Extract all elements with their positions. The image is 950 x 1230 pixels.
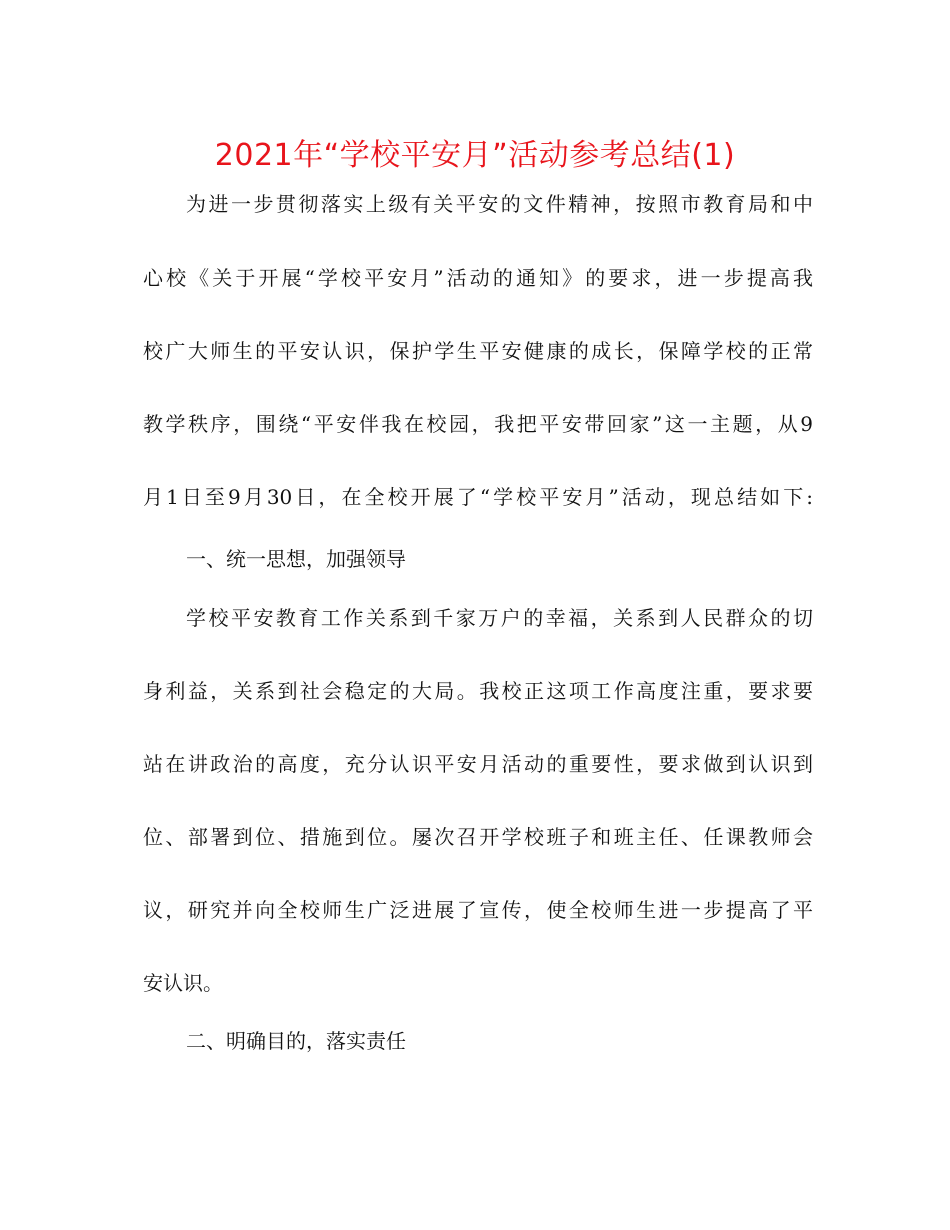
paragraph-line: 身利益，关系到社会稳定的大局。我校正这项工作高度注重，要求要 (143, 679, 813, 703)
paragraph-line: 学校平安教育工作关系到千家万户的幸福，关系到人民群众的切 (186, 606, 813, 630)
section-heading: 一、统一思想，加强领导 (186, 547, 406, 571)
paragraph-line: 位、部署到位、措施到位。屡次召开学校班子和班主任、任课教师会 (143, 825, 813, 849)
paragraph-line: 心校《关于开展“学校平安月”活动的通知》的要求，进一步提高我 (143, 266, 813, 290)
section-heading: 二、明确目的，落实责任 (186, 1029, 406, 1053)
paragraph-line: 站在讲政治的高度，充分认识平安月活动的重要性，要求做到认识到 (143, 752, 813, 776)
paragraph-line: 议，研究并向全校师生广泛进展了宣传，使全校师生进一步提高了平 (143, 898, 813, 922)
paragraph-line: 月1日至9月30日，在全校开展了“学校平安月”活动，现总结如下: (143, 485, 813, 509)
paragraph-line: 校广大师生的平安认识，保护学生平安健康的成长，保障学校的正常 (143, 339, 813, 363)
document-title: 2021年“学校平安月”活动参考总结(1) (214, 138, 736, 173)
paragraph-line: 教学秩序，围绕“平安伴我在校园，我把平安带回家”这一主题，从9 (143, 412, 813, 436)
paragraph-line: 为进一步贯彻落实上级有关平安的文件精神，按照市教育局和中 (186, 192, 813, 216)
paragraph-line: 安认识。 (143, 971, 223, 995)
